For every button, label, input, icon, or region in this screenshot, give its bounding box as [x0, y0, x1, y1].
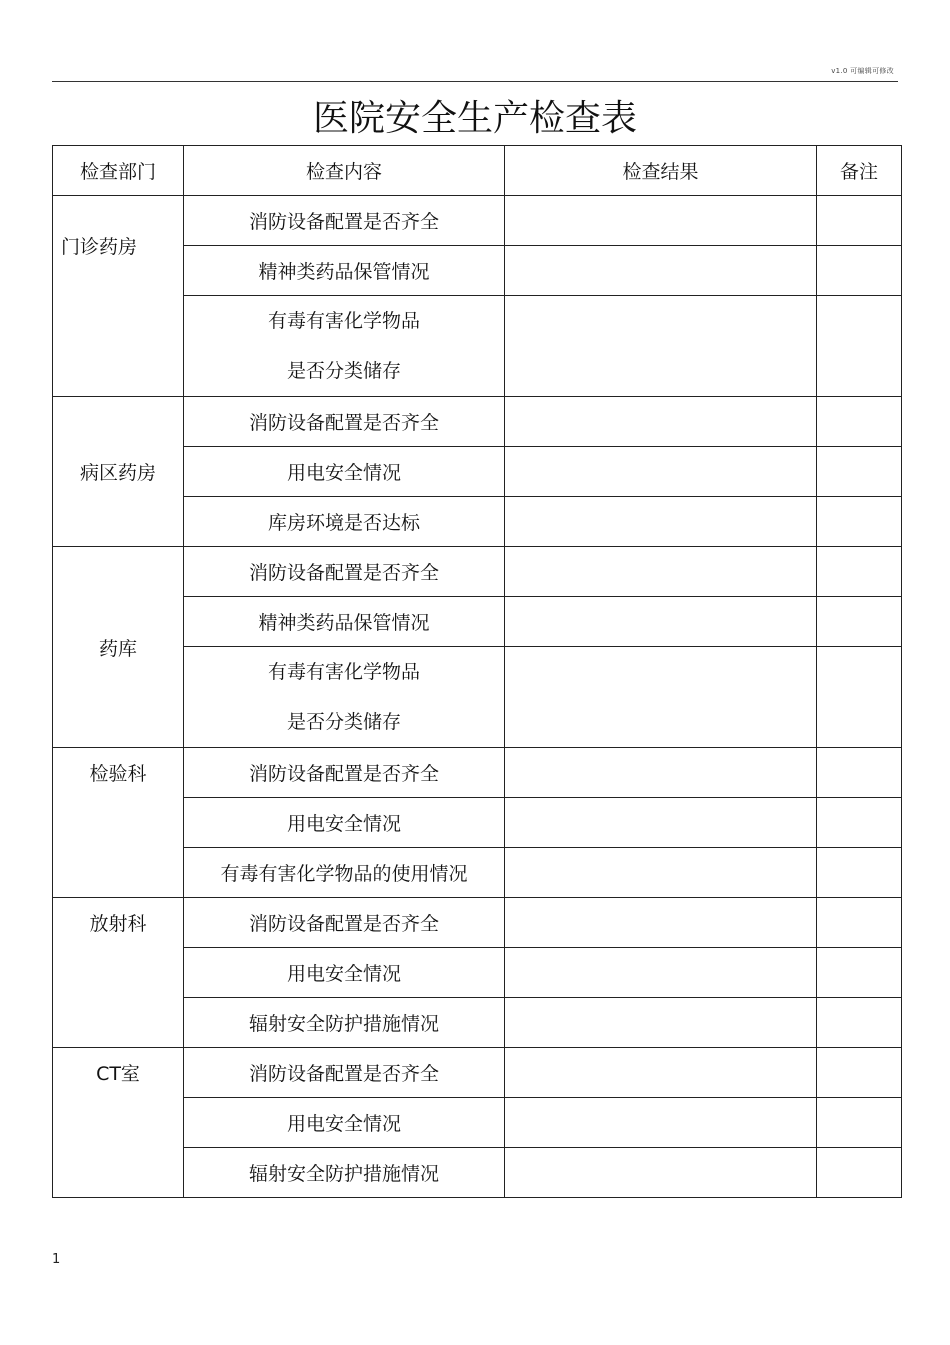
- remarks-cell[interactable]: [817, 597, 902, 647]
- remarks-cell[interactable]: [817, 1098, 902, 1148]
- check-item: 用电安全情况: [184, 447, 505, 497]
- check-item-line: 有毒有害化学物品: [267, 661, 420, 683]
- remarks-cell[interactable]: [817, 798, 902, 848]
- remarks-cell[interactable]: [817, 397, 902, 447]
- department-cell: 药库: [53, 547, 184, 748]
- check-item: 用电安全情况: [184, 1098, 505, 1148]
- result-cell[interactable]: [505, 447, 817, 497]
- remarks-cell[interactable]: [817, 898, 902, 948]
- check-item: 有毒有害化学物品的使用情况: [184, 848, 505, 898]
- table-row: [53, 1048, 902, 1098]
- department-cell: 门诊药房: [53, 196, 184, 397]
- result-cell[interactable]: [505, 296, 817, 397]
- check-item-line: 是否分类储存: [286, 360, 401, 382]
- check-item: 消防设备配置是否齐全: [184, 547, 505, 597]
- result-cell[interactable]: [505, 898, 817, 948]
- remarks-cell[interactable]: [817, 1148, 902, 1198]
- check-item: 消防设备配置是否齐全: [184, 898, 505, 948]
- page-number: 1: [52, 1252, 61, 1267]
- check-item: 辐射安全防护措施情况: [184, 1148, 505, 1198]
- page-title: 医院安全生产检查表: [312, 98, 637, 139]
- remarks-cell[interactable]: [817, 547, 902, 597]
- result-cell[interactable]: [505, 647, 817, 748]
- column-header-department: 检查部门: [53, 146, 184, 196]
- result-cell[interactable]: [505, 246, 817, 296]
- remarks-cell[interactable]: [817, 748, 902, 798]
- remarks-cell[interactable]: [817, 296, 902, 397]
- check-item: 精神类药品保管情况: [184, 597, 505, 647]
- check-item: 用电安全情况: [184, 948, 505, 998]
- result-cell[interactable]: [505, 196, 817, 246]
- version-note: v1.0 可编辑可修改: [831, 67, 894, 75]
- check-item: 消防设备配置是否齐全: [184, 1048, 505, 1098]
- result-cell[interactable]: [505, 948, 817, 998]
- result-cell[interactable]: [505, 1148, 817, 1198]
- check-item-line: 有毒有害化学物品: [267, 310, 420, 332]
- remarks-cell[interactable]: [817, 1048, 902, 1098]
- table-header-row: [53, 146, 902, 196]
- result-cell[interactable]: [505, 547, 817, 597]
- check-item: [184, 647, 505, 748]
- table-row: [53, 397, 902, 447]
- check-item-line: 是否分类储存: [286, 711, 401, 733]
- check-item: 消防设备配置是否齐全: [184, 748, 505, 798]
- result-cell[interactable]: [505, 497, 817, 547]
- result-cell[interactable]: [505, 798, 817, 848]
- check-item: 用电安全情况: [184, 798, 505, 848]
- department-cell: 放射科: [53, 898, 184, 1048]
- result-cell[interactable]: [505, 597, 817, 647]
- check-item: [184, 296, 505, 397]
- result-cell[interactable]: [505, 1098, 817, 1148]
- check-item: 辐射安全防护措施情况: [184, 998, 505, 1048]
- check-item: 消防设备配置是否齐全: [184, 196, 505, 246]
- column-header-remarks: 备注: [817, 146, 902, 196]
- department-cell: 检验科: [53, 748, 184, 898]
- remarks-cell[interactable]: [817, 998, 902, 1048]
- inspection-table: [52, 145, 902, 1198]
- result-cell[interactable]: [505, 848, 817, 898]
- department-cell: 病区药房: [53, 397, 184, 547]
- check-item: 消防设备配置是否齐全: [184, 397, 505, 447]
- remarks-cell[interactable]: [817, 647, 902, 748]
- result-cell[interactable]: [505, 1048, 817, 1098]
- column-header-content: 检查内容: [184, 146, 505, 196]
- remarks-cell[interactable]: [817, 848, 902, 898]
- remarks-cell[interactable]: [817, 246, 902, 296]
- column-header-result: 检查结果: [505, 146, 817, 196]
- result-cell[interactable]: [505, 748, 817, 798]
- check-item: 精神类药品保管情况: [184, 246, 505, 296]
- result-cell[interactable]: [505, 397, 817, 447]
- remarks-cell[interactable]: [817, 948, 902, 998]
- remarks-cell[interactable]: [817, 497, 902, 547]
- check-item: 库房环境是否达标: [184, 497, 505, 547]
- table-row: [53, 196, 902, 246]
- result-cell[interactable]: [505, 998, 817, 1048]
- remarks-cell[interactable]: [817, 196, 902, 246]
- table-row: [53, 547, 902, 597]
- department-cell: CT室: [53, 1048, 184, 1198]
- table-row: [53, 748, 902, 798]
- remarks-cell[interactable]: [817, 447, 902, 497]
- header-rule: [52, 81, 898, 82]
- table-row: [53, 898, 902, 948]
